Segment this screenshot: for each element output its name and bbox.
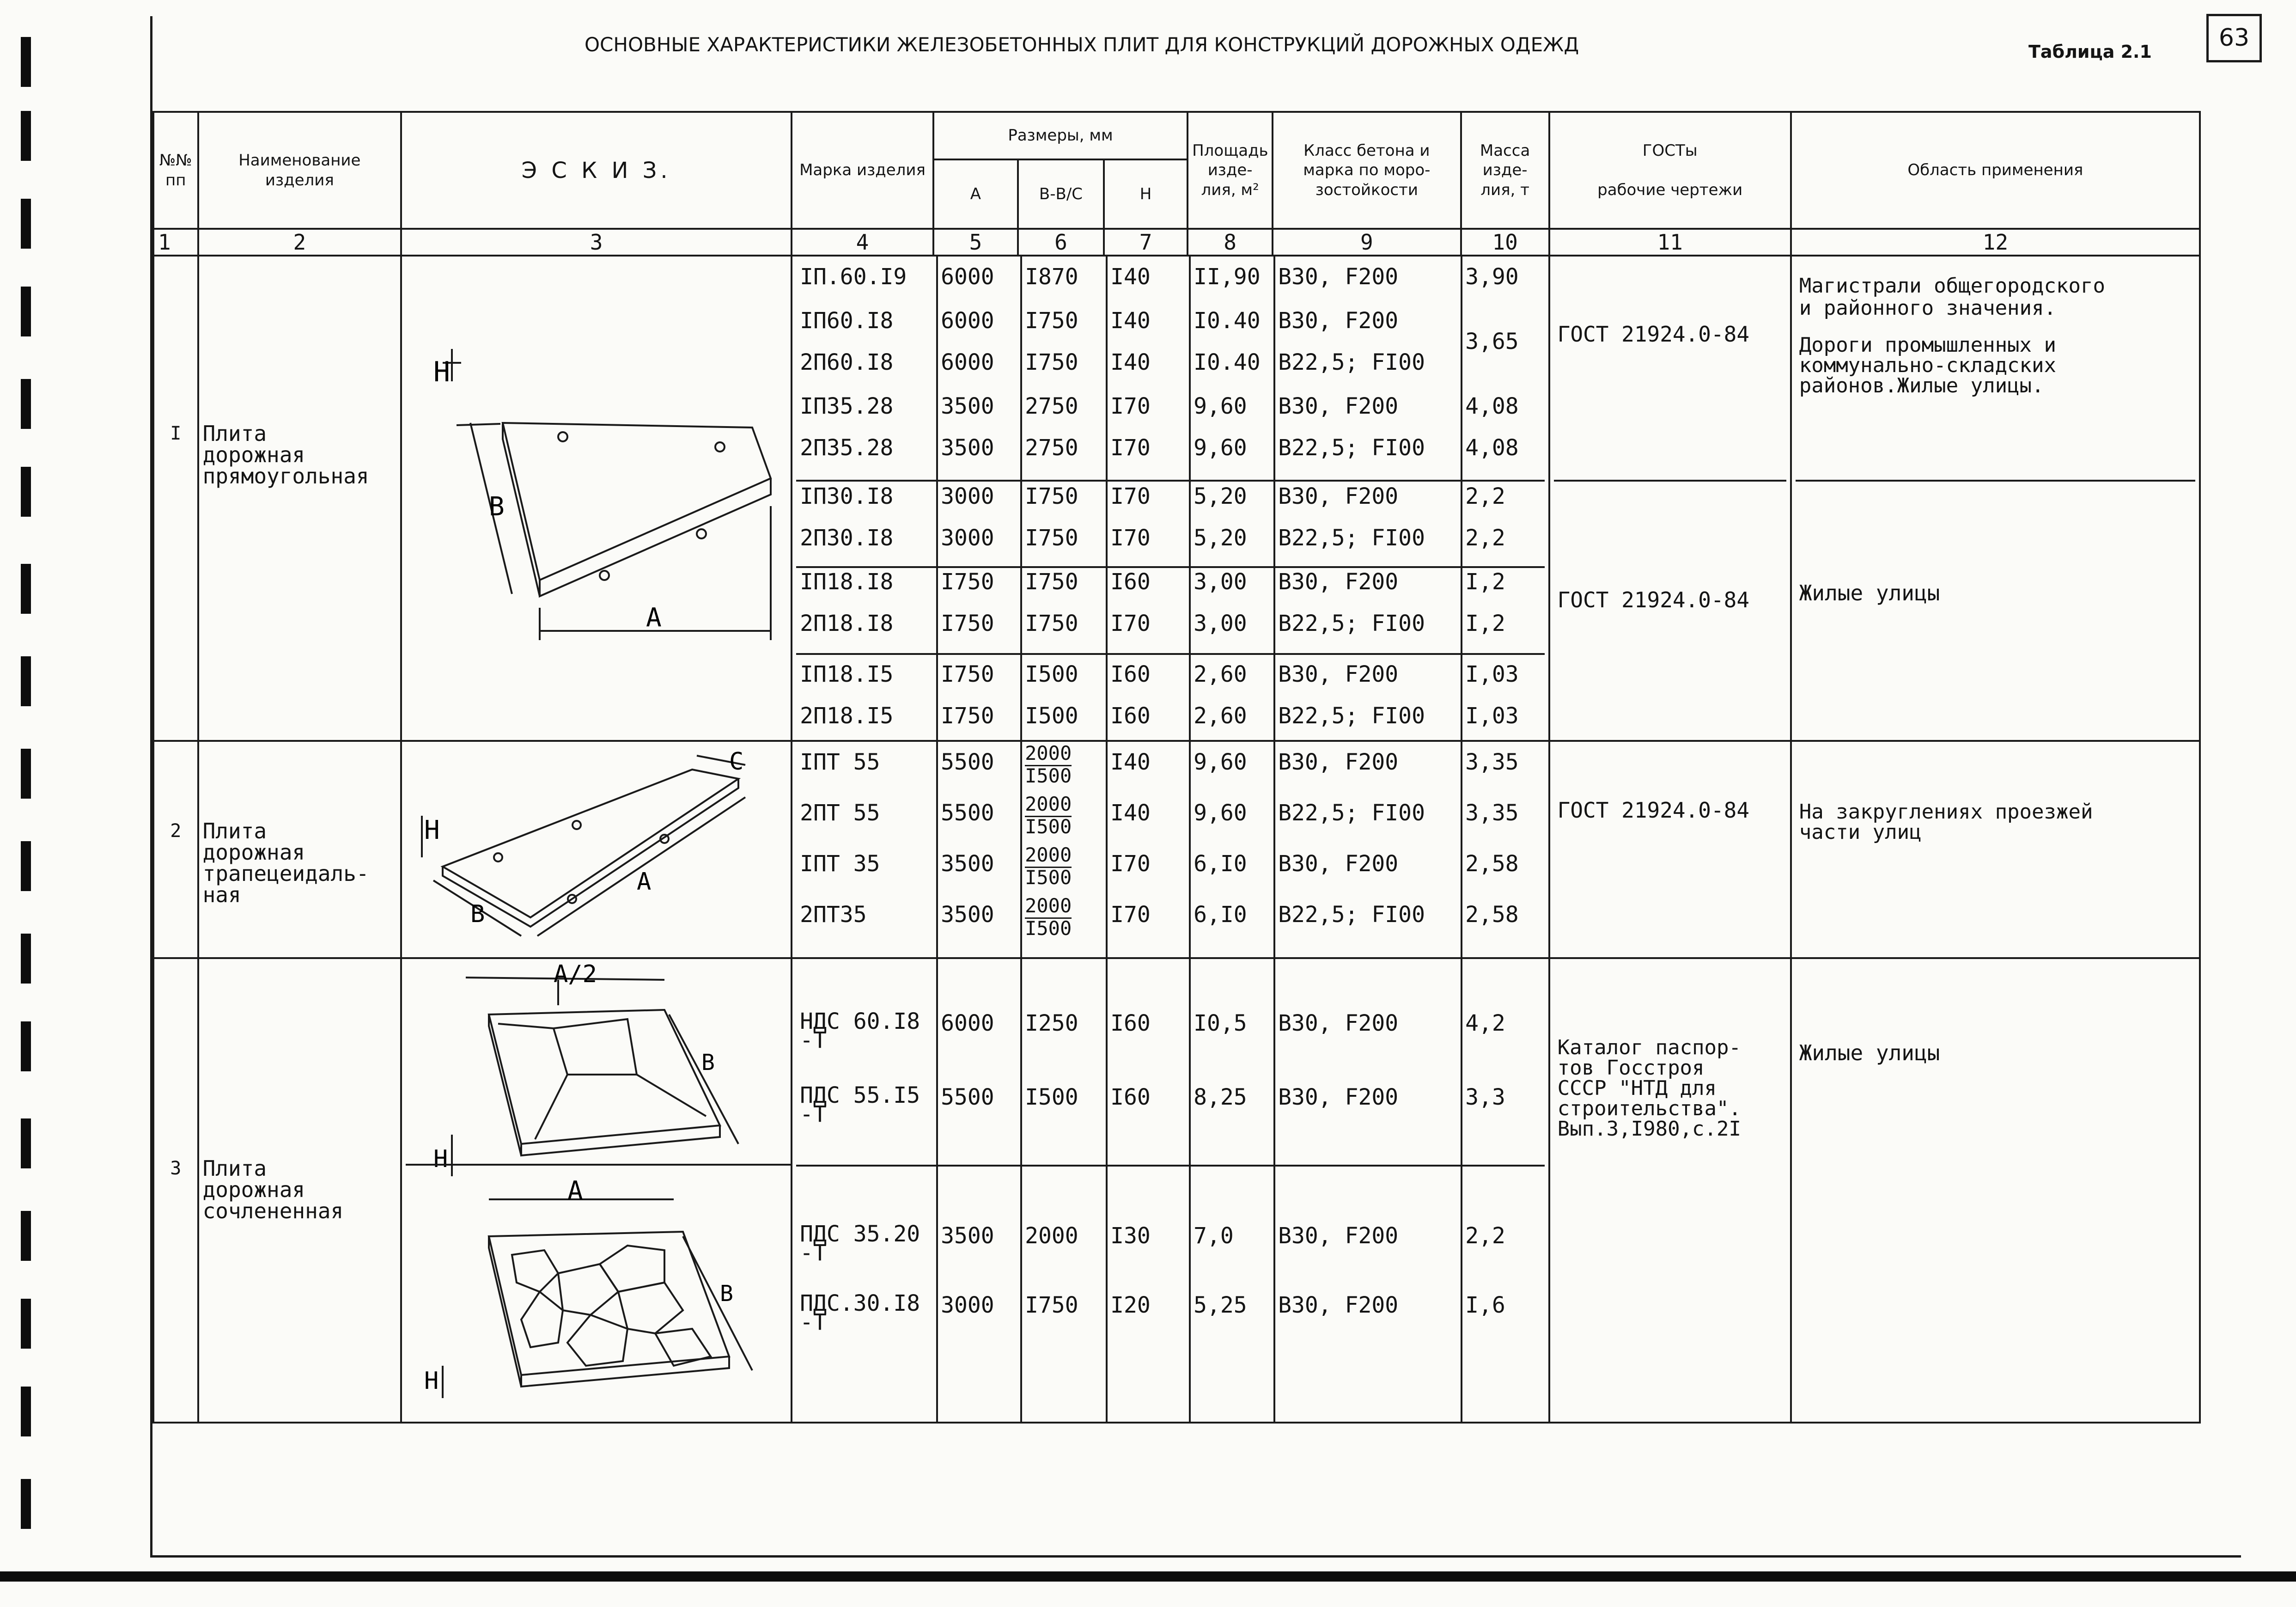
cell-mark: IП35.28 xyxy=(800,393,894,419)
cell-h: I40 xyxy=(1110,749,1151,775)
row-divider xyxy=(796,653,1545,655)
group2-values xyxy=(792,741,1549,958)
column-divider xyxy=(1020,959,1022,1423)
group1-values xyxy=(792,256,1549,741)
cell-mass: 3,65 xyxy=(1465,329,1519,354)
cell-h: I70 xyxy=(1110,393,1151,419)
cell-concrete: В30, F200 xyxy=(1278,308,1399,334)
cell-h: I60 xyxy=(1110,1084,1151,1110)
cell-mass: 2,58 xyxy=(1465,902,1519,928)
b-top: 2000 xyxy=(1025,744,1072,766)
cell-mark: ПДС 55.I5 -Т xyxy=(800,1082,920,1127)
group-row-2 xyxy=(153,741,2200,958)
col-number: 7 xyxy=(1104,229,1188,256)
cell-area: 8,25 xyxy=(1194,1084,1247,1110)
cell-area: 6,I0 xyxy=(1194,902,1247,928)
cell-h: I60 xyxy=(1110,1010,1151,1036)
sketch-label-h: Н xyxy=(433,1145,448,1173)
cell-h: I60 xyxy=(1110,703,1151,729)
group2-gost xyxy=(1549,741,1791,958)
cell-a: 3000 xyxy=(941,525,994,551)
cell-b: I500 xyxy=(1025,1084,1078,1110)
col-number: 8 xyxy=(1188,229,1273,256)
gost-ref: ГОСТ 21924.0-84 xyxy=(1557,798,1750,823)
cell-concrete: В30, F200 xyxy=(1278,483,1399,509)
sketch-articulated xyxy=(401,958,792,1423)
cell-mark: IП30.I8 xyxy=(800,483,894,509)
column-divider xyxy=(1020,257,1022,741)
usage-text: Дороги промышленных и коммунально-складских районов.Жилые улицы. xyxy=(1799,333,2057,397)
cell-concrete: В22,5; FI00 xyxy=(1278,435,1425,461)
column-divider xyxy=(1189,742,1191,958)
group1-gost xyxy=(1549,256,1791,741)
cell-b: I750 xyxy=(1025,525,1078,551)
usage-text: Жилые улицы xyxy=(1799,1040,1940,1065)
cell-concrete: В22,5; FI00 xyxy=(1278,525,1425,551)
cell-area: 2,60 xyxy=(1194,703,1247,729)
sketch-label-b: В xyxy=(701,1050,715,1075)
sketch-label-a: А xyxy=(567,1176,583,1206)
col-header-sizes: Размеры, мм xyxy=(933,112,1188,159)
cell-b-fraction xyxy=(1025,744,1072,786)
col-header-sketch: Э С К И З. xyxy=(401,112,792,229)
gost-header-title: ГОСТы xyxy=(1642,141,1698,160)
binding-mark xyxy=(21,1387,31,1436)
cell-mark: IП60.I8 xyxy=(800,308,894,334)
binding-mark xyxy=(21,841,31,891)
col-number: 2 xyxy=(198,229,402,256)
cell-area: 9,60 xyxy=(1194,800,1247,826)
sketch-label-b: В xyxy=(720,1281,734,1307)
binding-mark xyxy=(21,379,31,429)
cell-h: I60 xyxy=(1110,569,1151,595)
col-header-b: В-В/С xyxy=(1018,159,1104,229)
group-number: 3 xyxy=(153,958,198,1423)
col-header-name: Наименование изделия xyxy=(198,112,402,229)
column-divider xyxy=(1189,257,1191,741)
group2-usage xyxy=(1791,741,2200,958)
cell-h: I40 xyxy=(1110,264,1151,290)
cell-concrete: В22,5; FI00 xyxy=(1278,703,1425,729)
cell-area: 9,60 xyxy=(1194,435,1247,461)
col-number: 9 xyxy=(1273,229,1461,256)
bottom-rule xyxy=(0,1571,2296,1582)
cell-area: 9,60 xyxy=(1194,393,1247,419)
cell-mass: I,6 xyxy=(1465,1292,1505,1318)
cell-mark: IП18.I8 xyxy=(800,569,894,595)
cell-h: I40 xyxy=(1110,349,1151,375)
cell-concrete: В30, F200 xyxy=(1278,1010,1399,1036)
cell-concrete: В30, F200 xyxy=(1278,264,1399,290)
col-number: 3 xyxy=(401,229,792,256)
col-number: 1 xyxy=(153,229,198,256)
cell-a: 5500 xyxy=(941,749,994,775)
cell-mark: 2П60.I8 xyxy=(800,349,894,375)
gost-ref: ГОСТ 21924.0-84 xyxy=(1557,322,1750,347)
cell-h: I20 xyxy=(1110,1292,1151,1318)
col-header-h: Н xyxy=(1104,159,1188,229)
cell-mark: 2П35.28 xyxy=(800,435,894,461)
cell-b: 2750 xyxy=(1025,393,1078,419)
group-name: Плита дорожная трапецеидаль- ная xyxy=(198,741,402,958)
cell-b-fraction xyxy=(1025,845,1072,887)
cell-concrete: В30, F200 xyxy=(1278,749,1399,775)
col-number: 10 xyxy=(1461,229,1549,256)
column-number-row xyxy=(153,229,2200,256)
column-divider xyxy=(1461,257,1462,741)
cell-area: 5,20 xyxy=(1194,483,1247,509)
cell-b: I750 xyxy=(1025,1292,1078,1318)
group-number: 2 xyxy=(153,741,198,958)
cell-mass: 4,08 xyxy=(1465,393,1519,419)
sketch-label-h: Н xyxy=(424,815,440,845)
b-bottom: I500 xyxy=(1025,764,1072,787)
binding-mark xyxy=(21,1211,31,1261)
column-divider xyxy=(1106,959,1108,1423)
cell-concrete: В30, F200 xyxy=(1278,1223,1399,1249)
cell-a: 5500 xyxy=(941,800,994,826)
binding-mark xyxy=(21,934,31,984)
cell-concrete: В30, F200 xyxy=(1278,1292,1399,1318)
col-number: 5 xyxy=(933,229,1018,256)
cell-h: I70 xyxy=(1110,525,1151,551)
col-header-concrete: Класс бетона и марка по моро-зостойкости xyxy=(1273,112,1461,229)
cell-b: I750 xyxy=(1025,308,1078,334)
rectangular-plate-sketch xyxy=(406,257,792,741)
column-divider xyxy=(1273,742,1275,958)
column-divider xyxy=(1020,742,1022,958)
sketch-trapezoidal xyxy=(401,741,792,958)
sketch-label-a: А xyxy=(637,868,652,896)
b-top: 2000 xyxy=(1025,896,1072,919)
cell-mass: 4,08 xyxy=(1465,435,1519,461)
cell-mass: I,2 xyxy=(1465,611,1505,636)
col-number: 12 xyxy=(1791,229,2200,256)
cell-a: 3500 xyxy=(941,851,994,877)
col-header-mark: Марка изделия xyxy=(792,112,933,229)
cell-area: I0.40 xyxy=(1194,308,1261,334)
binding-mark xyxy=(21,1299,31,1349)
sketch-label-c: С xyxy=(729,748,744,776)
column-divider xyxy=(936,257,938,741)
cell-concrete: В22,5; FI00 xyxy=(1278,349,1425,375)
cell-mass: I,2 xyxy=(1465,569,1505,595)
cell-a: 3500 xyxy=(941,1223,994,1249)
cell-concrete: В30, F200 xyxy=(1278,661,1399,687)
cell-mark: IПТ 35 xyxy=(800,851,880,877)
cell-mass: 3,3 xyxy=(1465,1084,1505,1110)
cell-mass: 2,2 xyxy=(1465,1223,1505,1249)
binding-mark xyxy=(21,1479,31,1529)
cell-area: 5,25 xyxy=(1194,1292,1247,1318)
cell-h: I60 xyxy=(1110,661,1151,687)
b-top: 2000 xyxy=(1025,794,1072,817)
row-divider xyxy=(796,480,1545,482)
cell-area: I0.40 xyxy=(1194,349,1261,375)
group-name: Плита дорожная прямоугольная xyxy=(198,256,402,741)
cell-mark: ПДС 35.20 -Т xyxy=(800,1221,920,1266)
column-divider xyxy=(1461,742,1462,958)
plates-table xyxy=(152,111,2201,1424)
column-divider xyxy=(1461,959,1462,1423)
binding-mark xyxy=(21,467,31,517)
cell-mark: IПТ 55 xyxy=(800,749,880,775)
trapezoidal-plate-sketch xyxy=(406,742,792,958)
binding-mark xyxy=(21,287,31,336)
cell-concrete: В30, F200 xyxy=(1278,393,1399,419)
cell-mass: 2,2 xyxy=(1465,525,1505,551)
cell-area: 2,60 xyxy=(1194,661,1247,687)
cell-mark: 2П18.I5 xyxy=(800,703,894,729)
cell-concrete: В22,5; FI00 xyxy=(1278,800,1425,826)
usage-text: На закруглениях проезжей части улиц xyxy=(1799,800,2093,844)
group-row-3 xyxy=(153,958,2200,1423)
binding-mark xyxy=(21,1021,31,1071)
sketch-label-h: Н xyxy=(424,1367,439,1395)
gost-ref: Каталог паспор- тов Госстроя СССР "НТД для строительства". Вып.3,I980,с.2I xyxy=(1557,1036,1742,1141)
cell-b: I500 xyxy=(1025,661,1078,687)
column-divider xyxy=(1189,959,1191,1423)
cell-b: 2000 xyxy=(1025,1223,1078,1249)
col-number: 11 xyxy=(1549,229,1791,256)
cell-mark: IП.60.I9 xyxy=(800,264,907,290)
cell-a: 6000 xyxy=(941,264,994,290)
cell-a: 3000 xyxy=(941,483,994,509)
col-header-usage: Область применения xyxy=(1791,112,2200,229)
cell-mark: 2ПТ 55 xyxy=(800,800,880,826)
cell-area: 6,I0 xyxy=(1194,851,1247,877)
cell-b: I750 xyxy=(1025,611,1078,636)
binding-mark xyxy=(21,656,31,706)
cell-mass: 2,58 xyxy=(1465,851,1519,877)
cell-h: I70 xyxy=(1110,611,1151,636)
column-divider xyxy=(1273,959,1275,1423)
cell-b: I750 xyxy=(1025,483,1078,509)
binding-mark xyxy=(21,749,31,799)
cell-a: 3500 xyxy=(941,902,994,928)
cell-h: I70 xyxy=(1110,483,1151,509)
cell-h: I40 xyxy=(1110,308,1151,334)
cell-mark: НДС 60.I8 -Т xyxy=(800,1008,920,1053)
group-row-1 xyxy=(153,256,2200,741)
b-bottom: I500 xyxy=(1025,815,1072,838)
cell-b: I750 xyxy=(1025,569,1078,595)
group-name: Плита дорожная сочлененная xyxy=(198,958,402,1423)
sketch-label-h: Н xyxy=(433,356,451,388)
cell-mark: 2ПТ35 xyxy=(800,902,867,928)
cell-h: I70 xyxy=(1110,851,1151,877)
column-divider xyxy=(1273,257,1275,741)
cell-area: II,90 xyxy=(1194,264,1261,290)
group1-usage xyxy=(1791,256,2200,741)
cell-mass: 3,35 xyxy=(1465,800,1519,826)
group3-gost xyxy=(1549,958,1791,1423)
cell-a: I750 xyxy=(941,569,994,595)
cell-a: I750 xyxy=(941,661,994,687)
column-divider xyxy=(936,959,938,1423)
sketch-label-b: В xyxy=(470,900,485,928)
cell-area: 3,00 xyxy=(1194,569,1247,595)
usage-text: Магистрали общегородского и районного значения. xyxy=(1799,274,2105,320)
col-header-mass: Масса изде-лия, т xyxy=(1461,112,1549,229)
cell-a: I750 xyxy=(941,703,994,729)
column-divider xyxy=(1106,257,1108,741)
row-divider xyxy=(796,1165,1545,1167)
cell-b: I500 xyxy=(1025,703,1078,729)
sketch-label-a-half: А/2 xyxy=(554,960,597,988)
cell-b-fraction xyxy=(1025,896,1072,938)
cell-b: I870 xyxy=(1025,264,1078,290)
cell-h: I70 xyxy=(1110,435,1151,461)
cell-h: I40 xyxy=(1110,800,1151,826)
cell-mass: 3,90 xyxy=(1465,264,1519,290)
cell-h: I70 xyxy=(1110,902,1151,928)
cell-b: I250 xyxy=(1025,1010,1078,1036)
cell-mark: 2П18.I8 xyxy=(800,611,894,636)
cell-concrete: В30, F200 xyxy=(1278,569,1399,595)
cell-area: 9,60 xyxy=(1194,749,1247,775)
gost-header-sub: рабочие чертежи xyxy=(1597,180,1743,199)
cell-area: 7,0 xyxy=(1194,1223,1234,1249)
group-number: I xyxy=(153,256,198,741)
cell-h: I30 xyxy=(1110,1223,1151,1249)
cell-area: 5,20 xyxy=(1194,525,1247,551)
b-bottom: I500 xyxy=(1025,917,1072,940)
col-header-a: А xyxy=(933,159,1018,229)
gost-ref: ГОСТ 21924.0-84 xyxy=(1557,587,1750,612)
row-divider xyxy=(796,566,1545,568)
binding-mark xyxy=(21,111,31,161)
column-divider xyxy=(936,742,938,958)
cell-a: 3500 xyxy=(941,435,994,461)
binding-mark xyxy=(21,37,31,87)
col-header-num: №№ пп xyxy=(153,112,198,229)
cell-a: 6000 xyxy=(941,308,994,334)
cell-concrete: В22,5; FI00 xyxy=(1278,902,1425,928)
cell-a: 3500 xyxy=(941,393,994,419)
binding-mark xyxy=(21,1118,31,1168)
b-bottom: I500 xyxy=(1025,866,1072,889)
cell-a: 3000 xyxy=(941,1292,994,1318)
cell-mass: 3,35 xyxy=(1465,749,1519,775)
cell-a: I750 xyxy=(941,611,994,636)
cell-mass: 4,2 xyxy=(1465,1010,1505,1036)
col-header-gost xyxy=(1549,112,1791,229)
cell-mass: 2,2 xyxy=(1465,483,1505,509)
cell-concrete: В30, F200 xyxy=(1278,851,1399,877)
articulated-plate-sketch xyxy=(406,959,792,1423)
cell-a: 6000 xyxy=(941,349,994,375)
cell-concrete: В22,5; FI00 xyxy=(1278,611,1425,636)
group3-usage xyxy=(1791,958,2200,1423)
cell-b-fraction xyxy=(1025,794,1072,837)
sketch-label-b: В xyxy=(489,492,505,522)
group3-values xyxy=(792,958,1549,1423)
cell-area: I0,5 xyxy=(1194,1010,1247,1036)
column-divider xyxy=(1106,742,1108,958)
usage-text: Жилые улицы xyxy=(1799,580,1940,605)
sketch-rectangular xyxy=(401,256,792,741)
col-header-area: Площадь изде-лия, м² xyxy=(1188,112,1273,229)
col-number: 6 xyxy=(1018,229,1104,256)
cell-concrete: В30, F200 xyxy=(1278,1084,1399,1110)
col-number: 4 xyxy=(792,229,933,256)
cell-a: 5500 xyxy=(941,1084,994,1110)
binding-mark xyxy=(21,564,31,614)
cell-a: 6000 xyxy=(941,1010,994,1036)
cell-mark: 2П30.I8 xyxy=(800,525,894,551)
b-top: 2000 xyxy=(1025,845,1072,868)
cell-mark: IП18.I5 xyxy=(800,661,894,687)
cell-mark: ПДС.30.I8 -Т xyxy=(800,1290,920,1335)
cell-b: 2750 xyxy=(1025,435,1078,461)
cell-mass: I,03 xyxy=(1465,661,1519,687)
table-label: Таблица 2.1 xyxy=(2028,42,2152,62)
cell-mass: I,03 xyxy=(1465,703,1519,729)
cell-area: 3,00 xyxy=(1194,611,1247,636)
page-title: ОСНОВНЫЕ ХАРАКТЕРИСТИКИ ЖЕЛЕЗОБЕТОННЫХ ПЛИТ ДЛЯ КОНСТРУКЦИЙ ДОРОЖНЫХ ОДЕЖД xyxy=(585,33,1579,56)
cell-b: I750 xyxy=(1025,349,1078,375)
binding-mark xyxy=(21,199,31,249)
sketch-label-a: А xyxy=(646,603,662,633)
page-number: 63 xyxy=(2206,14,2262,62)
